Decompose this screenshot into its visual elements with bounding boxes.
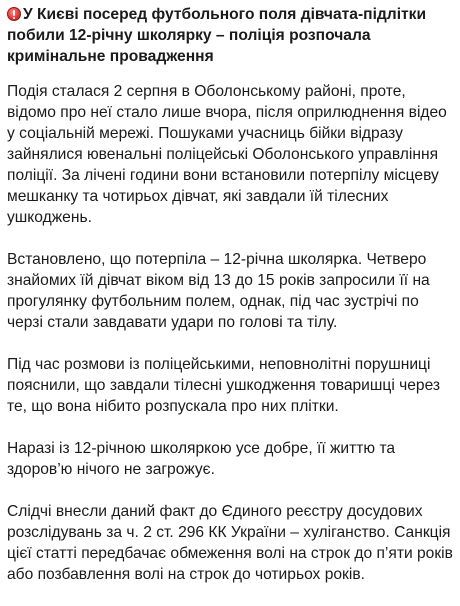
paragraph-2: Встановлено, що потерпіла – 12-річна школярка. Четверо знайомих їй дівчат віком від 13 до 15 років запросили її на прогулянку футбольним полем, однак, під час зустрічі по черзі стали завдавати удари по голові та тілу. bbox=[7, 251, 430, 331]
post-message bbox=[7, 4, 453, 606]
post-headline bbox=[7, 4, 453, 67]
paragraph-5: Слідчі внесли даний факт до Єдиного реєстру досудових розслідувань за ч. 2 ст. 296 КК України – хуліганство. Санкція цієї статті передбачає обмеження волі на строк до п’яти років або позбавлення волі на строк до чотирьох років. bbox=[7, 503, 453, 583]
paragraph-1: Подія сталася 2 серпня в Оболонському районі, проте, відомо про неї стало лише вчора, після оприлюднення відео у соціальній мережі. Пошуками учасниць бійки відразу зайнялися ювенальні поліцейські Оболонського управління поліції. За лічені години вони встановили потерпілу місцеву мешканку та чотирьох дівчат, які завдали їй тілесних ушкоджень. bbox=[7, 83, 447, 226]
exclamation-alert-icon bbox=[7, 7, 21, 21]
headline-text: У Києві посеред футбольного поля дівчата-підлітки побили 12-річну школярку – поліція розпочала кримінальне провадження bbox=[7, 6, 427, 65]
paragraph-4: Наразі із 12-річною школяркою усе добре, її життю та здоров’ю нічого не загрожує. bbox=[7, 440, 396, 478]
paragraph-3: Під час розмови із поліцейськими, неповнолітні порушниці пояснили, що завдали тілесні ушкодження товаришці через те, що вона нібито розпускала про них плітки. bbox=[7, 356, 441, 415]
